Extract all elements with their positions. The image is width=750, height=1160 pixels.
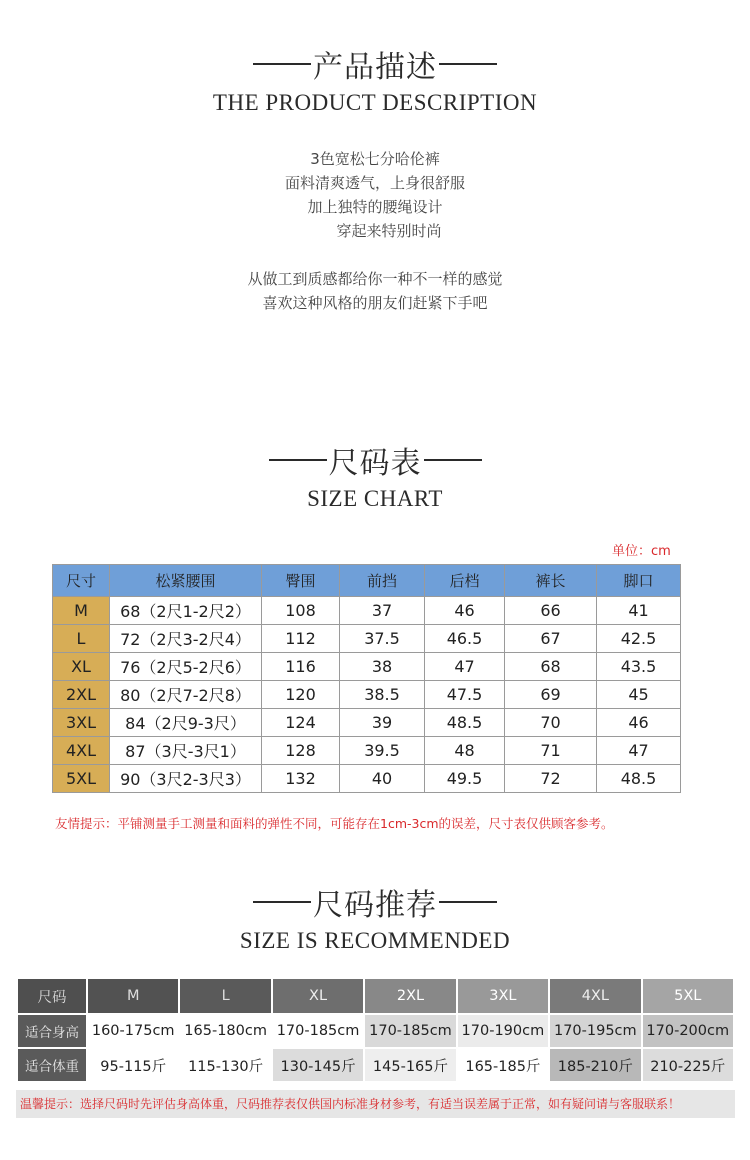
length-cell: 66 bbox=[505, 597, 597, 625]
size-cell: 2XL bbox=[53, 681, 110, 709]
height-cell: 170-185cm bbox=[364, 1014, 456, 1048]
back-rise-cell: 48.5 bbox=[425, 709, 505, 737]
title-cn: 尺码推荐 bbox=[313, 888, 437, 923]
size-chart-title bbox=[0, 438, 750, 512]
table-row bbox=[53, 625, 681, 653]
back-rise-cell: 47 bbox=[425, 653, 505, 681]
weight-row bbox=[17, 1048, 734, 1082]
hip-cell: 112 bbox=[262, 625, 340, 653]
size-recommend-note: 温馨提示：选择尺码时先评估身高体重，尺码推荐表仅供国内标准身材参考，有适当误差属于正常，如有疑问请与客服联系！ bbox=[16, 1090, 735, 1118]
hem-cell: 46 bbox=[597, 709, 681, 737]
front-rise-cell: 38.5 bbox=[340, 681, 425, 709]
hip-cell: 120 bbox=[262, 681, 340, 709]
title-en: THE PRODUCT DESCRIPTION bbox=[212, 90, 538, 115]
waist-cell: 80（2尺7-2尺8） bbox=[110, 681, 262, 709]
front-rise-cell: 40 bbox=[340, 765, 425, 793]
hem-cell: 47 bbox=[597, 737, 681, 765]
header-cell: 松紧腰围 bbox=[110, 565, 262, 597]
length-cell: 70 bbox=[505, 709, 597, 737]
length-cell: 67 bbox=[505, 625, 597, 653]
height-row bbox=[17, 1014, 734, 1048]
hip-cell: 128 bbox=[262, 737, 340, 765]
title-en: SIZE CHART bbox=[307, 486, 443, 511]
hem-cell: 41 bbox=[597, 597, 681, 625]
waist-cell: 76（2尺5-2尺6） bbox=[110, 653, 262, 681]
waist-cell: 84（2尺9-3尺） bbox=[110, 709, 262, 737]
desc-line: 从做工到质感都给你一种不一样的感觉 bbox=[247, 270, 503, 288]
length-cell: 69 bbox=[505, 681, 597, 709]
desc-line: 3色宽松七分哈伦裤 bbox=[310, 150, 440, 168]
hip-cell: 116 bbox=[262, 653, 340, 681]
hem-cell: 42.5 bbox=[597, 625, 681, 653]
size-chart-note: 友情提示：平铺测量手工测量和面料的弹性不同，可能存在1cm-3cm的误差，尺寸表仅供顾客参考。 bbox=[55, 816, 614, 831]
table-row bbox=[53, 737, 681, 765]
waist-cell: 68（2尺1-2尺2） bbox=[110, 597, 262, 625]
product-description-title bbox=[0, 42, 750, 116]
recommend-header bbox=[17, 978, 734, 1014]
table-row bbox=[53, 597, 681, 625]
header-cell: L bbox=[179, 978, 271, 1014]
size-chart-table bbox=[52, 564, 681, 793]
weight-cell: 165-185斤 bbox=[457, 1048, 549, 1082]
header-cell: 后档 bbox=[425, 565, 505, 597]
desc-line: 穿起来特别时尚 bbox=[336, 222, 442, 240]
header-cell: 5XL bbox=[642, 978, 734, 1014]
size-cell: M bbox=[53, 597, 110, 625]
table-row bbox=[53, 681, 681, 709]
header-cell: 尺码 bbox=[17, 978, 87, 1014]
length-cell: 71 bbox=[505, 737, 597, 765]
title-cn: 产品描述 bbox=[313, 50, 437, 85]
back-rise-cell: 47.5 bbox=[425, 681, 505, 709]
size-cell: 4XL bbox=[53, 737, 110, 765]
size-recommend-table bbox=[16, 977, 735, 1083]
size-cell: 3XL bbox=[53, 709, 110, 737]
weight-cell: 130-145斤 bbox=[272, 1048, 364, 1082]
waist-cell: 72（2尺3-2尺4） bbox=[110, 625, 262, 653]
header-cell: 3XL bbox=[457, 978, 549, 1014]
back-rise-cell: 49.5 bbox=[425, 765, 505, 793]
table-row bbox=[53, 765, 681, 793]
size-cell: L bbox=[53, 625, 110, 653]
size-cell: XL bbox=[53, 653, 110, 681]
header-cell: 尺寸 bbox=[53, 565, 110, 597]
back-rise-cell: 46.5 bbox=[425, 625, 505, 653]
hem-cell: 48.5 bbox=[597, 765, 681, 793]
hip-cell: 132 bbox=[262, 765, 340, 793]
weight-cell: 185-210斤 bbox=[549, 1048, 641, 1082]
weight-cell: 210-225斤 bbox=[642, 1048, 734, 1082]
weight-cell: 145-165斤 bbox=[364, 1048, 456, 1082]
hem-cell: 43.5 bbox=[597, 653, 681, 681]
header-cell: 4XL bbox=[549, 978, 641, 1014]
title-en: SIZE IS RECOMMENDED bbox=[239, 928, 511, 953]
waist-cell: 87（3尺-3尺1） bbox=[110, 737, 262, 765]
height-cell: 170-190cm bbox=[457, 1014, 549, 1048]
hip-cell: 124 bbox=[262, 709, 340, 737]
front-rise-cell: 37.5 bbox=[340, 625, 425, 653]
table-row bbox=[53, 653, 681, 681]
weight-label: 适合体重 bbox=[17, 1048, 87, 1082]
size-cell: 5XL bbox=[53, 765, 110, 793]
desc-line: 加上独特的腰绳设计 bbox=[307, 198, 443, 216]
title-cn: 尺码表 bbox=[328, 446, 422, 481]
header-cell: XL bbox=[272, 978, 364, 1014]
height-label: 适合身高 bbox=[17, 1014, 87, 1048]
header-cell: 2XL bbox=[364, 978, 456, 1014]
weight-cell: 95-115斤 bbox=[87, 1048, 179, 1082]
front-rise-cell: 39 bbox=[340, 709, 425, 737]
size-recommended-title bbox=[0, 880, 750, 954]
height-cell: 160-175cm bbox=[87, 1014, 179, 1048]
size-chart-header bbox=[53, 565, 681, 597]
front-rise-cell: 39.5 bbox=[340, 737, 425, 765]
back-rise-cell: 46 bbox=[425, 597, 505, 625]
height-cell: 165-180cm bbox=[179, 1014, 271, 1048]
header-cell: 前挡 bbox=[340, 565, 425, 597]
waist-cell: 90（3尺2-3尺3） bbox=[110, 765, 262, 793]
front-rise-cell: 37 bbox=[340, 597, 425, 625]
header-cell: 脚口 bbox=[597, 565, 681, 597]
header-cell: 裤长 bbox=[505, 565, 597, 597]
unit-label: 单位：cm bbox=[612, 544, 671, 559]
length-cell: 72 bbox=[505, 765, 597, 793]
length-cell: 68 bbox=[505, 653, 597, 681]
product-description-text bbox=[0, 147, 750, 243]
desc-line: 喜欢这种风格的朋友们赶紧下手吧 bbox=[262, 294, 488, 312]
front-rise-cell: 38 bbox=[340, 653, 425, 681]
back-rise-cell: 48 bbox=[425, 737, 505, 765]
height-cell: 170-195cm bbox=[549, 1014, 641, 1048]
header-cell: M bbox=[87, 978, 179, 1014]
hip-cell: 108 bbox=[262, 597, 340, 625]
height-cell: 170-185cm bbox=[272, 1014, 364, 1048]
height-cell: 170-200cm bbox=[642, 1014, 734, 1048]
desc-line: 面料清爽透气，上身很舒服 bbox=[284, 174, 465, 192]
weight-cell: 115-130斤 bbox=[179, 1048, 271, 1082]
table-row bbox=[53, 709, 681, 737]
hem-cell: 45 bbox=[597, 681, 681, 709]
product-description-text-2 bbox=[0, 267, 750, 315]
header-cell: 臀围 bbox=[262, 565, 340, 597]
